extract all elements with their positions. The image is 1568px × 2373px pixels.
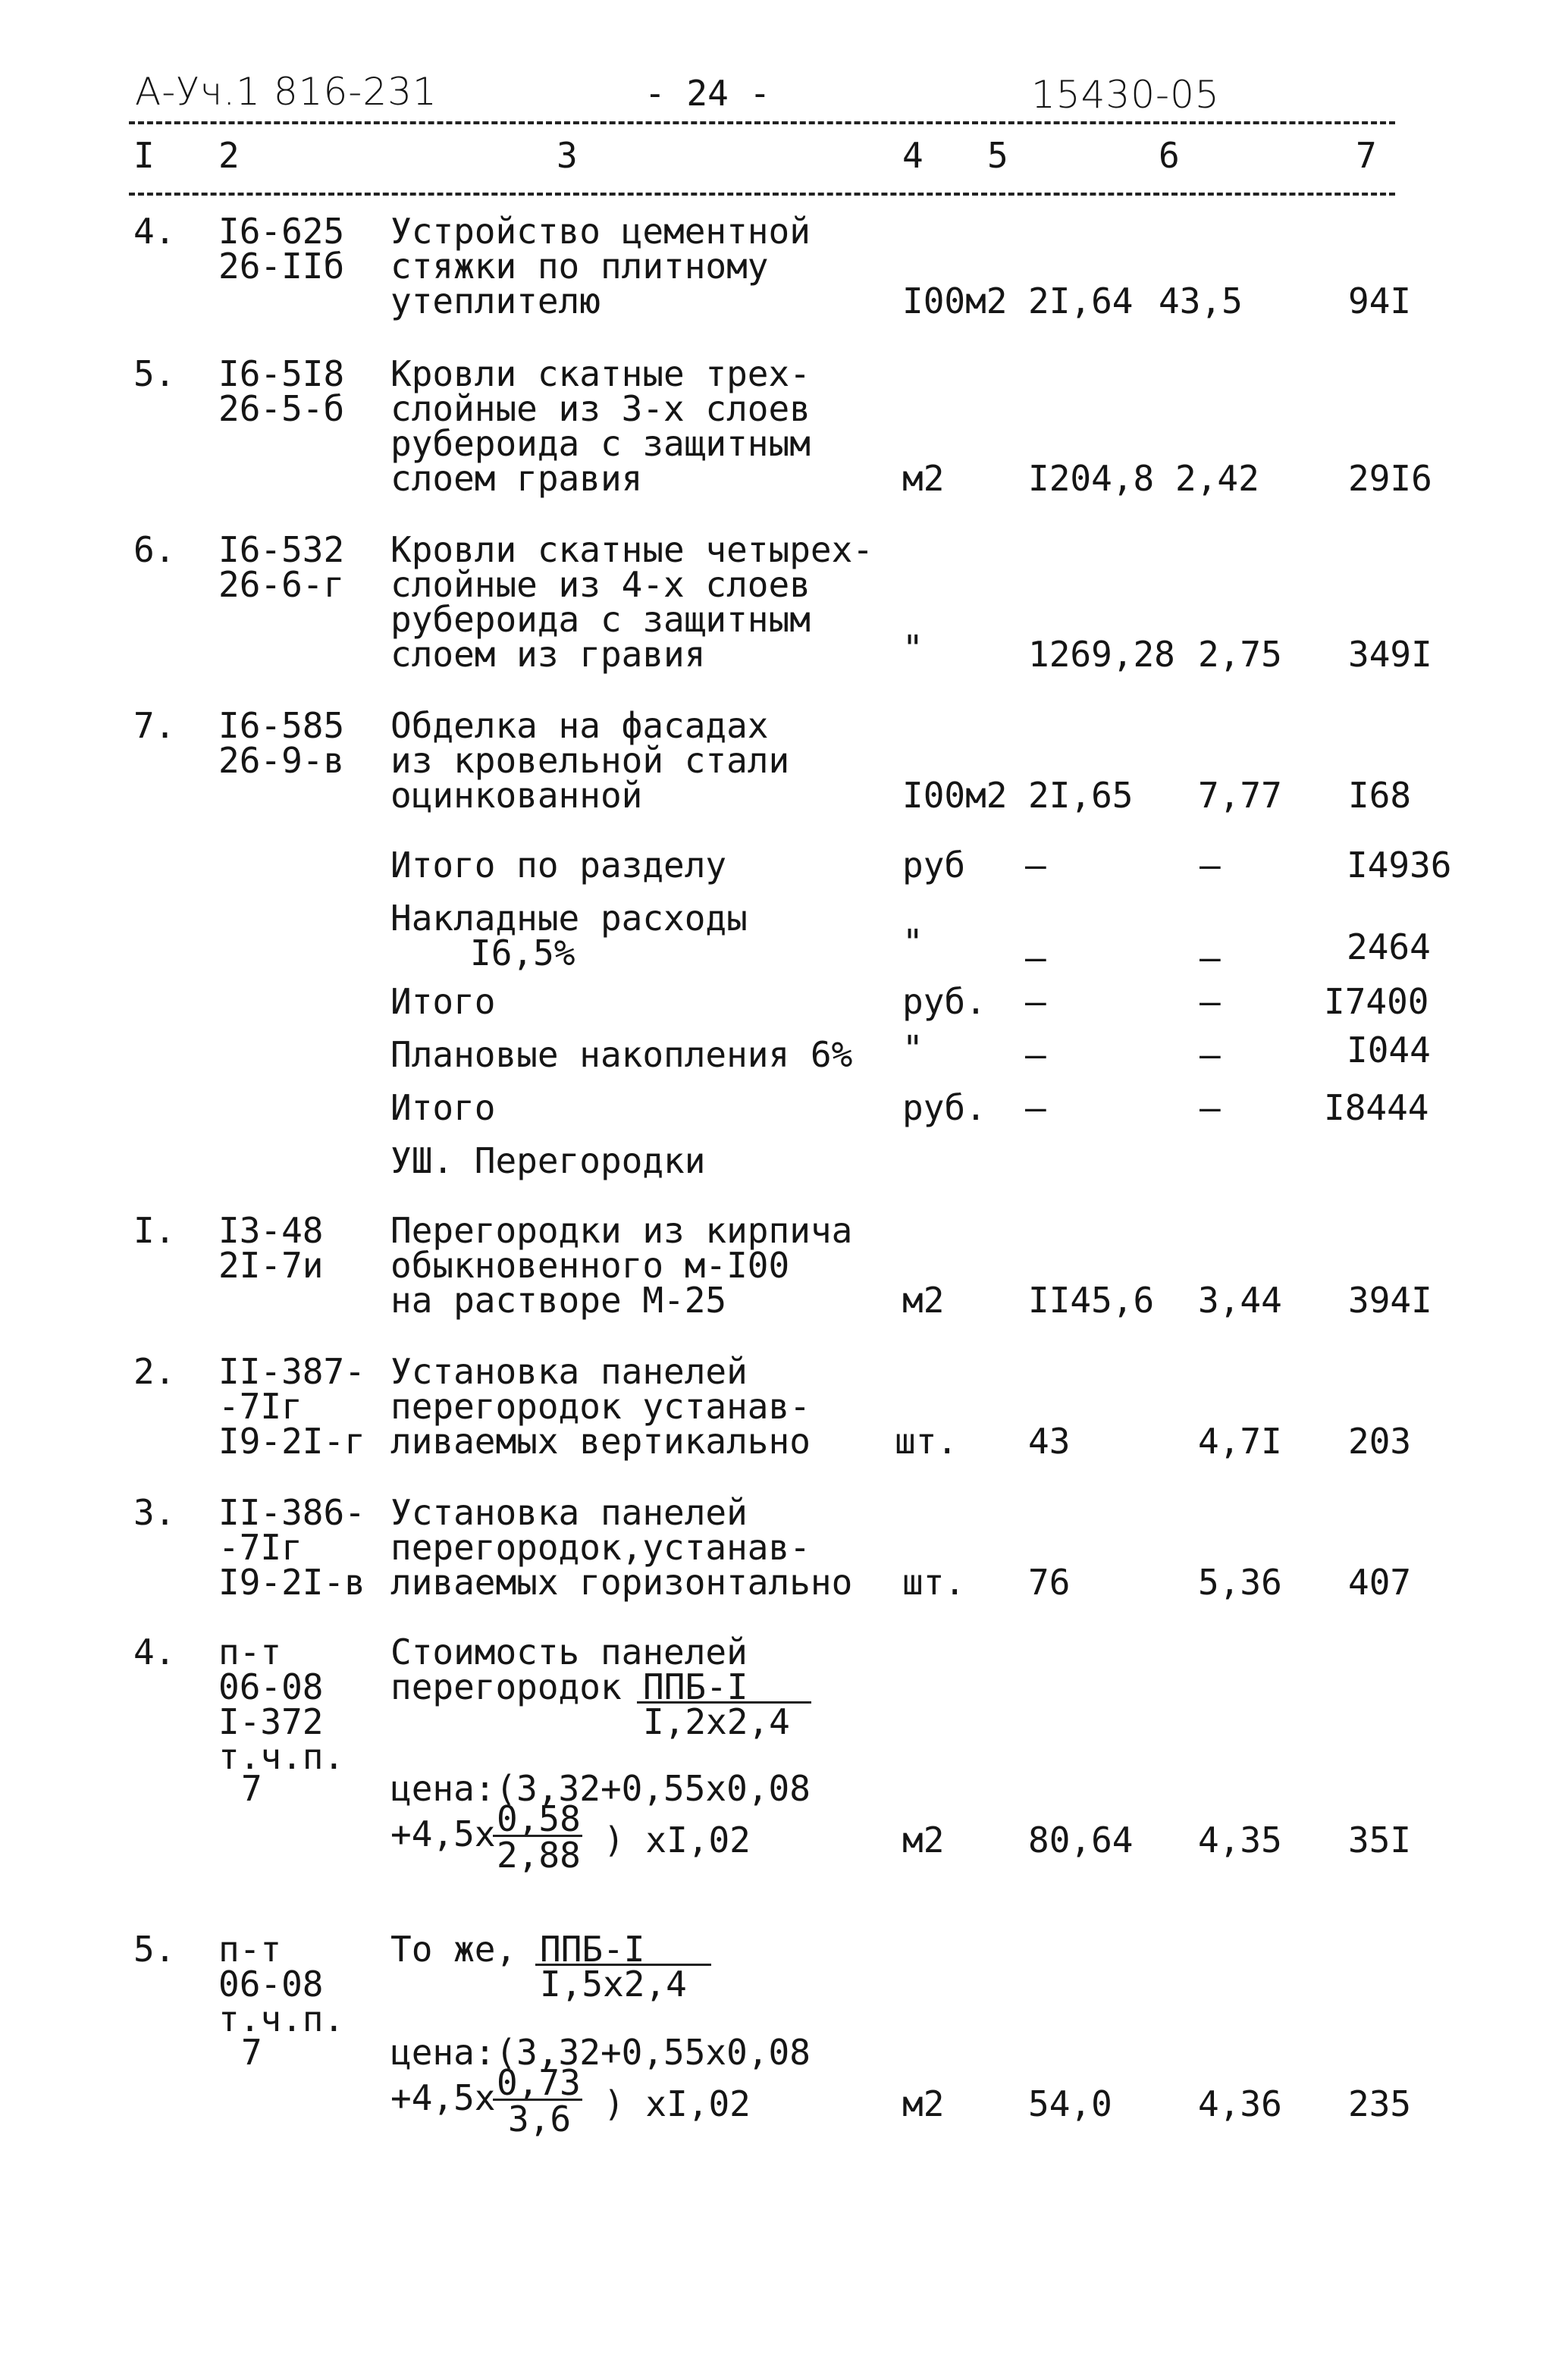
- row-number: 6.: [133, 529, 176, 570]
- row-number: 3.: [133, 1492, 176, 1533]
- panel-dimensions: I,2x2,4: [643, 1701, 790, 1742]
- work-description: перегородок устанав-: [390, 1386, 811, 1427]
- total-cost: 407: [1348, 1562, 1412, 1603]
- quantity: –: [1025, 1034, 1046, 1075]
- total-cost: 94I: [1348, 281, 1412, 321]
- page-number: - 24 -: [644, 73, 771, 114]
- work-description: Перегородки из кирпича: [390, 1210, 853, 1251]
- quantity: –: [1025, 845, 1046, 886]
- rate-code: 06-08: [218, 1666, 324, 1707]
- column-header-6: 6: [1159, 135, 1180, 176]
- unit-price: –: [1200, 1087, 1221, 1128]
- unit: I00м2: [902, 775, 1008, 816]
- work-description: стяжки по плитному: [390, 246, 769, 287]
- column-header-1: I: [133, 135, 155, 176]
- rate-code: 26-5-б: [218, 388, 345, 429]
- work-description: слоем гравия: [390, 458, 643, 499]
- work-description: То же,: [390, 1929, 517, 1970]
- work-description: слойные из 3-х слоев: [390, 388, 811, 429]
- work-description: слоем из гравия: [390, 634, 706, 675]
- work-description: обыкновенного м-I00: [390, 1245, 790, 1286]
- panel-dimensions: I,5x2,4: [540, 1964, 687, 2005]
- work-description: Устройство цементной: [390, 211, 811, 252]
- work-description: Обделка на фасадах: [390, 705, 769, 746]
- rate-code: 06-08: [218, 1964, 324, 2005]
- unit-price: 2,42: [1175, 458, 1259, 499]
- quantity: 80,64: [1028, 1820, 1134, 1860]
- quantity: –: [1025, 981, 1046, 1022]
- work-description: ливаемых горизонтально: [390, 1562, 853, 1603]
- row-number: 5.: [133, 353, 176, 394]
- rate-code: I6-625: [218, 211, 345, 252]
- unit-price: 5,36: [1198, 1562, 1282, 1603]
- unit-price: 2,75: [1198, 634, 1282, 675]
- rate-code: I6-532: [218, 529, 345, 570]
- work-description: Установка панелей: [390, 1351, 748, 1392]
- rate-code: I3-48: [218, 1210, 324, 1251]
- summary-label: I6,5%: [470, 933, 575, 973]
- rate-code: I6-585: [218, 705, 345, 746]
- row-number: 5.: [133, 1929, 176, 1970]
- work-description: перегородок: [390, 1666, 622, 1707]
- quantity: I204,8: [1028, 458, 1155, 499]
- quantity: 1269,28: [1028, 634, 1175, 675]
- rate-code: II-387-: [218, 1351, 365, 1392]
- rate-code: 2I-7и: [218, 1245, 324, 1286]
- unit: м2: [902, 1820, 945, 1860]
- panel-mark: ППБ-I: [643, 1666, 748, 1707]
- total-cost: I044: [1347, 1030, 1431, 1071]
- column-header-4: 4: [902, 135, 924, 176]
- quantity: –: [1025, 937, 1046, 978]
- quantity: 43: [1028, 1421, 1071, 1462]
- section-title: УШ. Перегородки: [390, 1140, 706, 1181]
- total-cost: I4936: [1347, 845, 1452, 886]
- total-cost: 349I: [1348, 634, 1432, 675]
- column-header-5: 5: [987, 135, 1008, 176]
- work-description: ливаемых вертикально: [390, 1421, 811, 1462]
- rate-code: 7: [241, 1768, 262, 1809]
- rate-code: -7Iг: [218, 1527, 303, 1568]
- unit-price: –: [1200, 1034, 1221, 1075]
- unit: м2: [902, 458, 945, 499]
- unit-price: 7,77: [1198, 775, 1282, 816]
- summary-label: Итого: [390, 981, 496, 1022]
- total-cost: 35I: [1348, 1820, 1412, 1860]
- unit: руб.: [902, 981, 986, 1022]
- unit: руб: [902, 845, 966, 886]
- work-description: Установка панелей: [390, 1492, 748, 1533]
- rate-code: 26-IIб: [218, 246, 345, 287]
- unit-price: –: [1200, 845, 1221, 886]
- price-formula: ) xI,02: [604, 2083, 751, 2124]
- quantity: 54,0: [1028, 2083, 1112, 2124]
- unit: ": [902, 1028, 924, 1069]
- summary-label: Плановые накопления 6%: [390, 1034, 853, 1075]
- work-description: оцинкованной: [390, 775, 643, 816]
- column-header-3: 3: [557, 135, 578, 176]
- row-number: I.: [133, 1210, 176, 1251]
- total-cost: 394I: [1348, 1280, 1432, 1321]
- rate-code: 26-6-г: [218, 564, 345, 605]
- rate-code: 26-9-в: [218, 740, 345, 781]
- unit-price: 4,7I: [1198, 1421, 1282, 1462]
- rate-code: п-т: [218, 1929, 282, 1970]
- unit: I00м2: [902, 281, 1008, 321]
- rate-code: т.ч.п.: [218, 1998, 345, 2039]
- unit: шт.: [895, 1421, 958, 1462]
- price-formula: цена:(3,32+0,55x0,08: [390, 2032, 811, 2073]
- total-cost: 203: [1348, 1421, 1412, 1462]
- column-header-2: 2: [218, 135, 240, 176]
- total-cost: I7400: [1324, 981, 1429, 1022]
- fraction-denominator: 3,6: [508, 2099, 572, 2139]
- work-description: перегородок,устанав-: [390, 1527, 811, 1568]
- document-reference: А-Уч.1 816-231: [135, 70, 437, 114]
- column-header-7: 7: [1356, 135, 1377, 176]
- unit: шт.: [902, 1562, 966, 1603]
- price-formula: +4,5x: [390, 1813, 496, 1854]
- rate-code: I9-2I-г: [218, 1421, 365, 1462]
- quantity: II45,6: [1028, 1280, 1155, 1321]
- rate-code: II-386-: [218, 1492, 365, 1533]
- work-description: Кровли скатные четырех-: [390, 529, 873, 570]
- total-cost: 29I6: [1348, 458, 1432, 499]
- quantity: 76: [1028, 1562, 1071, 1603]
- quantity: 2I,64: [1028, 281, 1134, 321]
- total-cost: 235: [1348, 2083, 1412, 2124]
- unit: м2: [902, 1280, 945, 1321]
- work-description: Кровли скатные трех-: [390, 353, 811, 394]
- unit-price: 4,36: [1198, 2083, 1282, 2124]
- quantity: 2I,65: [1028, 775, 1134, 816]
- unit-price: 4,35: [1198, 1820, 1282, 1860]
- summary-label: Итого по разделу: [390, 845, 727, 886]
- fraction-numerator: 0,58: [497, 1798, 581, 1839]
- row-number: 7.: [133, 705, 176, 746]
- header-divider-bottom: [129, 193, 1395, 196]
- rate-code: 7: [241, 2032, 262, 2073]
- unit-price: –: [1200, 981, 1221, 1022]
- summary-label: Накладные расходы: [390, 898, 748, 939]
- total-cost: I8444: [1324, 1087, 1429, 1128]
- work-description: рубероида с защитным: [390, 599, 811, 640]
- unit: руб.: [902, 1087, 986, 1128]
- rate-code: п-т: [218, 1632, 282, 1672]
- fraction-denominator: 2,88: [497, 1835, 581, 1876]
- price-formula: ) xI,02: [604, 1820, 751, 1860]
- summary-label: Итого: [390, 1087, 496, 1128]
- total-cost: I68: [1348, 775, 1412, 816]
- unit-price: 43,5: [1159, 281, 1243, 321]
- unit: м2: [902, 2083, 945, 2124]
- work-description: рубероида с защитным: [390, 423, 811, 464]
- header-divider-top: [129, 121, 1395, 124]
- unit-price: 3,44: [1198, 1280, 1282, 1321]
- unit: ": [902, 628, 924, 669]
- price-formula: цена:(3,32+0,55x0,08: [390, 1768, 811, 1809]
- document-code: 15430-05: [1031, 73, 1220, 117]
- work-description: из кровельной стали: [390, 740, 790, 781]
- unit-price: –: [1200, 937, 1221, 978]
- work-description: Стоимость панелей: [390, 1632, 748, 1672]
- rate-code: I6-5I8: [218, 353, 345, 394]
- unit: ": [902, 922, 924, 963]
- rate-code: -7Iг: [218, 1386, 303, 1427]
- fraction-numerator: 0,73: [497, 2062, 581, 2103]
- rate-code: т.ч.п.: [218, 1736, 345, 1777]
- work-description: на растворе М-25: [390, 1280, 727, 1321]
- total-cost: 2464: [1347, 926, 1431, 967]
- price-formula: +4,5x: [390, 2077, 496, 2118]
- quantity: –: [1025, 1087, 1046, 1128]
- row-number: 2.: [133, 1351, 176, 1392]
- row-number: 4.: [133, 1632, 176, 1672]
- rate-code: I-372: [218, 1701, 324, 1742]
- panel-mark: ППБ-I: [540, 1929, 645, 1970]
- rate-code: I9-2I-в: [218, 1562, 365, 1603]
- work-description: слойные из 4-х слоев: [390, 564, 811, 605]
- work-description: утеплителю: [390, 281, 601, 321]
- row-number: 4.: [133, 211, 176, 252]
